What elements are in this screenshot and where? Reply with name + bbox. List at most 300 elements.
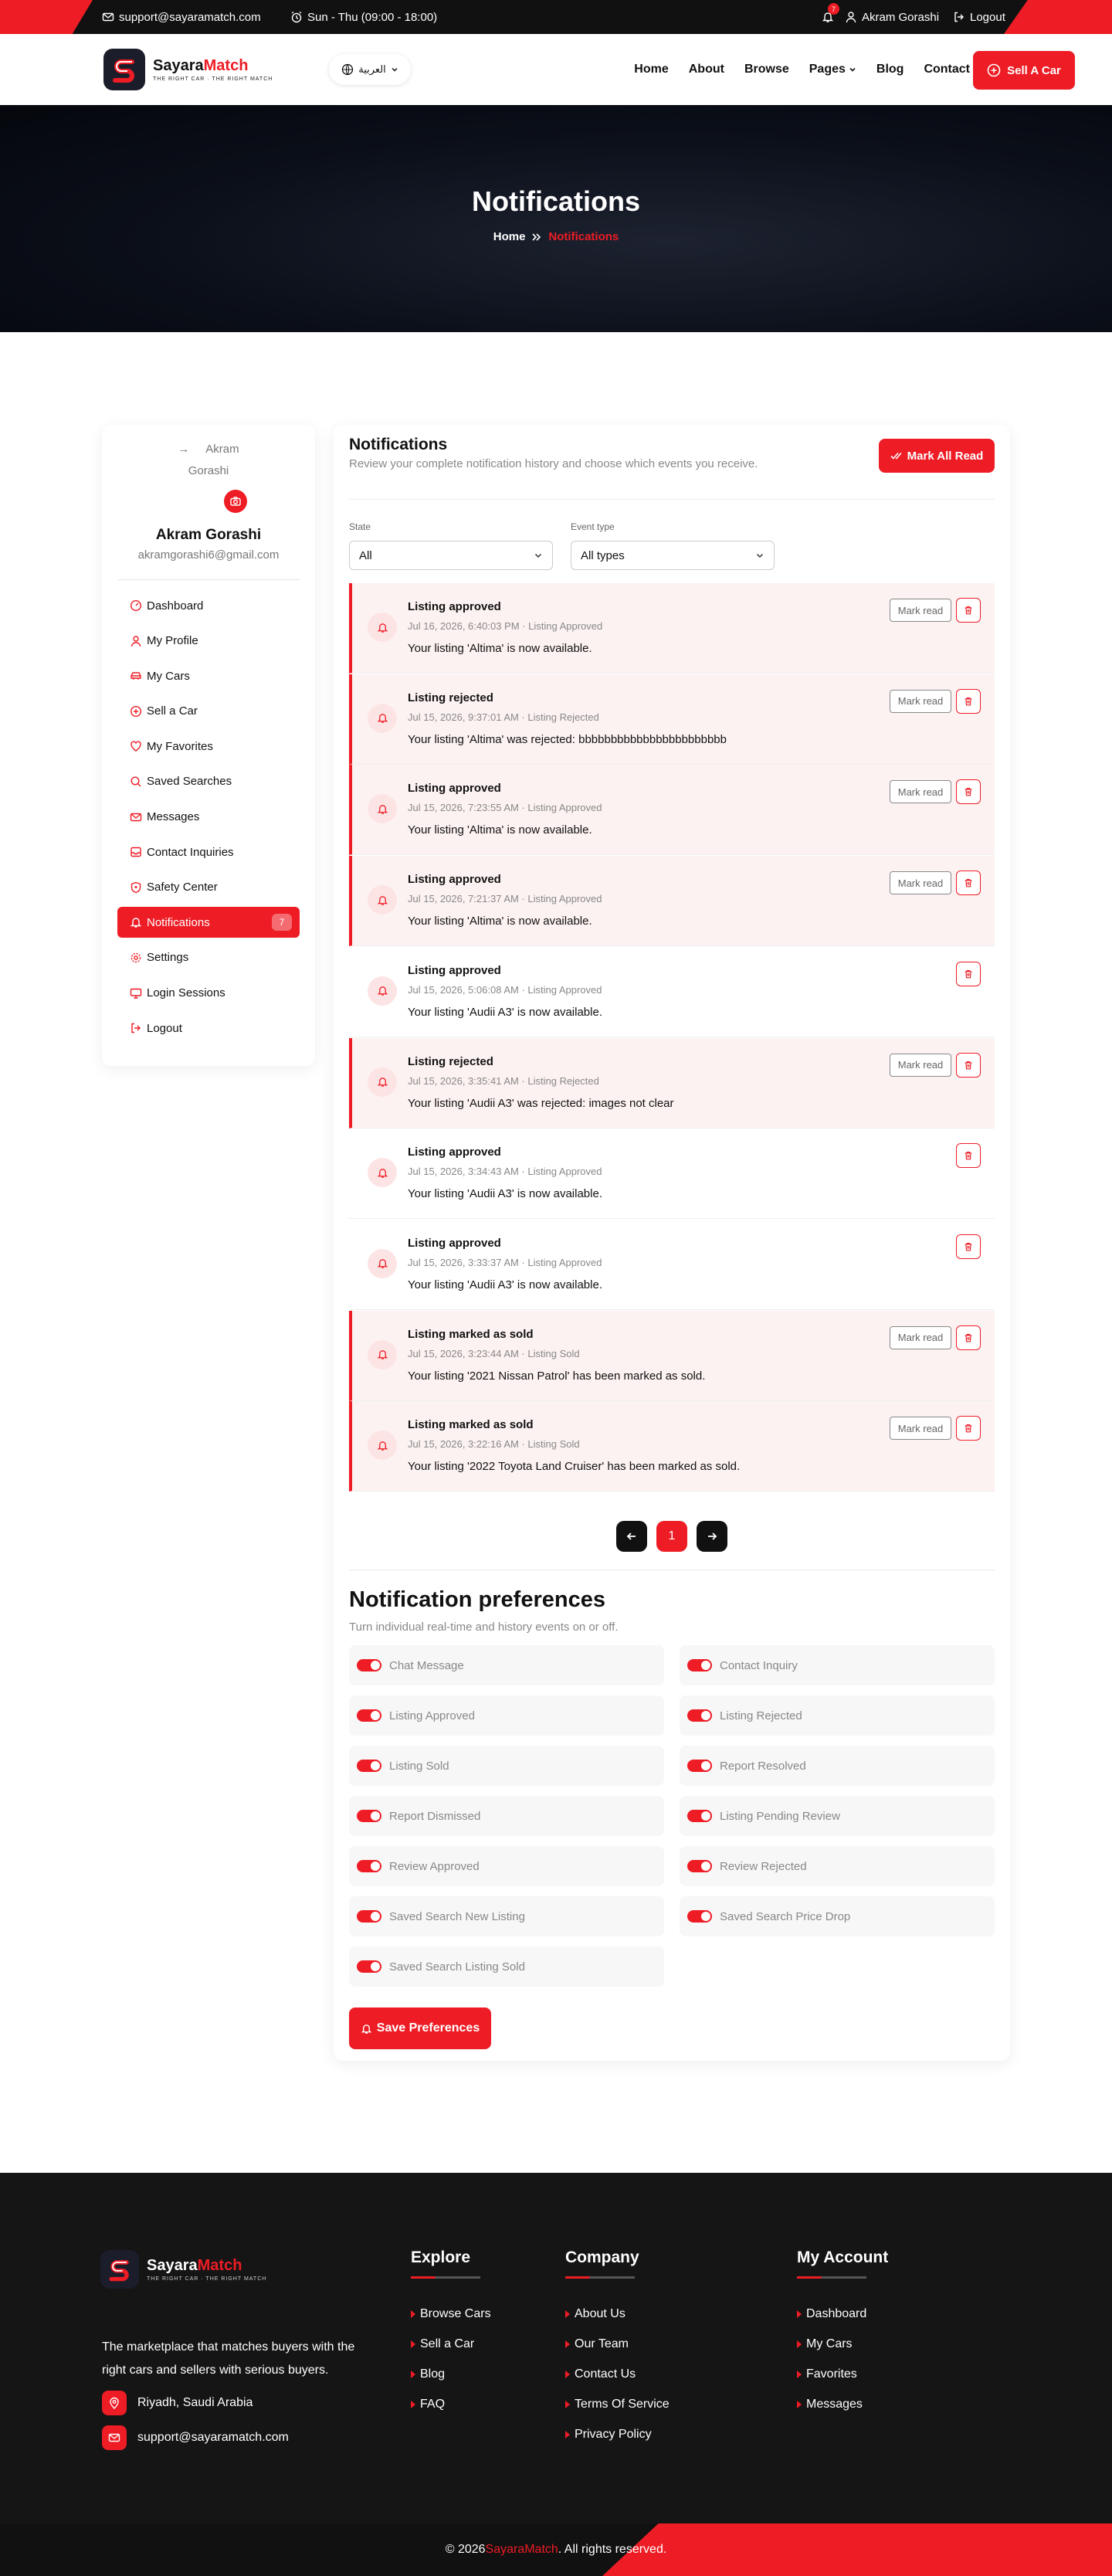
header-divider: [349, 499, 995, 500]
site-header: [0, 34, 1112, 105]
delete-notification-button[interactable]: [956, 779, 981, 804]
footer-link[interactable]: [565, 2299, 670, 2329]
sidebar-item-label: Settings: [147, 951, 189, 965]
sidebar-item-sell-a-car[interactable]: [117, 696, 300, 727]
footer-logo-name: SayaraMatch: [147, 2257, 242, 2274]
footer-column-my-account: [797, 2248, 888, 2419]
sidebar-item-label: Logout: [147, 1021, 182, 1035]
preferences-subtitle: Turn individual real-time and history events on or off.: [349, 1621, 619, 1634]
footer-column-title: Company: [565, 2248, 639, 2266]
sidebar-item-label: Saved Searches: [147, 775, 232, 789]
trash-icon: [963, 877, 974, 888]
trash-icon: [963, 1332, 974, 1343]
footer-link-label: Messages: [806, 2397, 863, 2411]
sidebar-item-label: Contact Inquiries: [147, 845, 234, 859]
preference-label: Report Dismissed: [389, 1809, 481, 1823]
sidebar-user-name: Akram Gorashi: [155, 527, 262, 543]
preference-label: Saved Search Listing Sold: [389, 1960, 525, 1974]
preference-label: Listing Rejected: [720, 1709, 802, 1722]
car-icon: [130, 670, 142, 682]
nav-contact[interactable]: Contact: [924, 63, 970, 76]
nav-about[interactable]: About: [688, 63, 724, 76]
sidebar-item-safety-center[interactable]: [117, 872, 300, 903]
page-title: Notifications: [471, 185, 640, 217]
next-page-button[interactable]: [697, 1521, 727, 1552]
page-hero: [0, 105, 1112, 332]
sidebar-item-notifications[interactable]: [117, 907, 300, 938]
mark-read-button[interactable]: Mark read: [890, 871, 951, 894]
notification-title: Listing approved: [408, 1145, 501, 1159]
event-type-filter-value: All types: [581, 548, 625, 562]
preference-toggle-review-rejected[interactable]: [680, 1846, 995, 1886]
preference-toggle-contact-inquiry[interactable]: [680, 1645, 995, 1685]
notification-icon: [368, 704, 397, 733]
notification-title: Listing approved: [408, 600, 501, 613]
notification-message: Your listing 'Audii A3' was rejected: images not clear: [408, 1096, 674, 1110]
notification-item[interactable]: [349, 674, 995, 765]
mark-read-button[interactable]: Mark read: [890, 1326, 951, 1349]
preference-toggle-saved-search-new-listing[interactable]: [349, 1896, 664, 1936]
footer-link[interactable]: [411, 2299, 491, 2329]
footer-link-label: Browse Cars: [420, 2306, 491, 2320]
mark-read-button[interactable]: Mark read: [890, 1417, 951, 1440]
notification-meta: Jul 15, 2026, 7:21:37 AM · Listing Approved: [408, 893, 602, 905]
mail-icon: [130, 811, 142, 823]
trash-icon: [963, 605, 974, 616]
notification-title: Listing approved: [408, 873, 501, 887]
delete-notification-button[interactable]: [956, 962, 981, 986]
arrow-right-icon: [706, 1530, 718, 1543]
sidebar-item-login-sessions[interactable]: [117, 978, 300, 1009]
pagination: [334, 1521, 1010, 1552]
notification-icon: [368, 1249, 397, 1278]
bell-icon: [377, 1257, 388, 1269]
topbar-logout-link[interactable]: [953, 0, 1005, 34]
preference-toggle-listing-approved[interactable]: [349, 1695, 664, 1736]
toggle-switch[interactable]: [357, 1709, 381, 1722]
footer-column-title: Explore: [411, 2248, 471, 2266]
topbar-logout-label: Logout: [970, 10, 1005, 24]
preference-label: Report Resolved: [720, 1759, 806, 1773]
top-bar: [0, 0, 1112, 34]
nav-browse[interactable]: Browse: [744, 63, 789, 76]
sidebar-item-label: Safety Center: [147, 881, 218, 894]
notification-icon: [368, 976, 397, 1006]
notification-title: Listing approved: [408, 782, 501, 796]
delete-notification-button[interactable]: [956, 871, 981, 895]
nav-blog[interactable]: Blog: [876, 63, 904, 76]
sidebar-menu: [117, 590, 300, 1048]
chevron-down-icon: [849, 66, 856, 73]
delete-notification-button[interactable]: [956, 1053, 981, 1078]
state-filter-label: State: [349, 521, 371, 532]
preference-label: Saved Search Price Drop: [720, 1909, 851, 1923]
nav-pages[interactable]: [809, 63, 856, 76]
footer-link[interactable]: [797, 2299, 888, 2329]
footer-logo-tagline: THE RIGHT CAR · THE RIGHT MATCH: [147, 2276, 267, 2282]
sidebar-item-count-badge: 7: [272, 914, 292, 931]
notification-icon: [368, 885, 397, 915]
footer-link-label: Contact Us: [575, 2367, 636, 2381]
sell-a-car-button[interactable]: [973, 51, 1075, 90]
bell-icon: [377, 622, 388, 633]
notification-item[interactable]: [349, 1220, 995, 1310]
sidebar-item-label: My Profile: [147, 634, 198, 648]
notification-meta: Jul 15, 2026, 3:34:43 AM · Listing Approved: [408, 1166, 602, 1178]
bell-icon: [377, 985, 388, 996]
mail-icon: [102, 11, 114, 23]
inbox-icon: [130, 846, 142, 858]
delete-notification-button[interactable]: [956, 1325, 981, 1350]
sidebar-item-saved-searches[interactable]: [117, 766, 300, 797]
notification-meta: Jul 15, 2026, 7:23:55 AM · Listing Approved: [408, 802, 602, 814]
mark-read-button[interactable]: Mark read: [890, 1054, 951, 1077]
preference-toggle-review-approved[interactable]: [349, 1846, 664, 1886]
bell-icon: [377, 1440, 388, 1451]
notification-item[interactable]: [349, 1311, 995, 1401]
footer-title-underline: [411, 2276, 480, 2279]
footer-link-label: Dashboard: [806, 2306, 867, 2320]
mark-all-read-label: Mark All Read: [907, 449, 984, 463]
notification-icon: [368, 613, 397, 642]
notification-title: Listing rejected: [408, 691, 493, 704]
language-switcher[interactable]: [329, 54, 411, 85]
sidebar-item-my-profile[interactable]: [117, 626, 300, 657]
notification-meta: Jul 15, 2026, 3:33:37 AM · Listing Approved: [408, 1256, 602, 1268]
save-preferences-button[interactable]: [349, 2008, 491, 2049]
main-nav: [634, 34, 970, 105]
notification-message: Your listing 'Altima' is now available.: [408, 915, 592, 928]
copyright-suffix: . All rights reserved.: [558, 2543, 667, 2556]
preference-label: Saved Search New Listing: [389, 1909, 525, 1923]
notification-item[interactable]: [349, 1401, 995, 1492]
notification-message: Your listing '2021 Nissan Patrol' has been marked as sold.: [408, 1369, 706, 1383]
preference-toggle-listing-sold[interactable]: [349, 1746, 664, 1786]
site-logo[interactable]: [103, 49, 273, 90]
preference-label: Contact Inquiry: [720, 1658, 798, 1672]
chevron-down-icon: [755, 551, 764, 560]
save-preferences-label: Save Preferences: [376, 2021, 480, 2035]
sidebar-divider: [117, 579, 300, 580]
avatar-alt-first: Akram: [205, 443, 239, 456]
footer-link-label: FAQ: [420, 2397, 446, 2411]
trash-icon: [963, 1423, 974, 1434]
footer-title-underline: [797, 2276, 866, 2279]
topbar-hours-text: Sun - Thu (09:00 - 18:00): [307, 10, 438, 24]
notification-icon: [368, 794, 397, 823]
bell-icon: [377, 712, 388, 724]
event-type-filter-label: Event type: [571, 521, 615, 532]
arrow-left-icon: [626, 1530, 638, 1543]
preference-label: Chat Message: [389, 1658, 464, 1672]
preference-toggle-chat-message[interactable]: [349, 1645, 664, 1685]
shield-icon: [130, 881, 142, 894]
footer-title-underline: [565, 2276, 635, 2279]
account-sidebar: [102, 425, 315, 1066]
delete-notification-button[interactable]: [956, 1416, 981, 1441]
bell-icon: [377, 1076, 388, 1088]
notification-icon: [368, 1067, 397, 1097]
breadcrumb-current: Notifications: [548, 230, 619, 243]
toggle-switch[interactable]: [357, 1910, 381, 1923]
logo-s-icon: [106, 2255, 134, 2283]
avatar-image: → Akram Gorashi: [102, 439, 315, 482]
bell-icon: [377, 894, 388, 906]
footer-location: [102, 2391, 253, 2415]
footer-email-text: support@sayaramatch.com: [137, 2431, 289, 2444]
toggle-switch[interactable]: [687, 1860, 712, 1872]
notification-title: Listing approved: [408, 963, 501, 977]
toggle-switch[interactable]: [357, 1810, 381, 1822]
toggle-switch[interactable]: [357, 1659, 381, 1672]
change-avatar-button[interactable]: [224, 490, 247, 513]
notification-message: Your listing '2022 Toyota Land Cruiser' has been marked as sold.: [408, 1460, 741, 1474]
topbar-user-name: Akram Gorashi: [862, 10, 940, 24]
footer-location-text: Riyadh, Saudi Arabia: [137, 2396, 253, 2409]
footer-link-label: Blog: [420, 2367, 446, 2381]
preference-label: Listing Sold: [389, 1759, 449, 1773]
nav-home[interactable]: Home: [634, 63, 669, 76]
notification-meta: Jul 15, 2026, 3:23:44 AM · Listing Sold: [408, 1347, 580, 1359]
toggle-switch[interactable]: [357, 1760, 381, 1772]
plus-circle-icon: [987, 63, 1001, 77]
search-icon: [130, 776, 142, 788]
logout-icon: [130, 1022, 142, 1034]
footer-link-label: Sell a Car: [420, 2337, 475, 2350]
trash-icon: [963, 1241, 974, 1252]
notification-icon: [368, 1340, 397, 1369]
footer-column-company: [565, 2248, 670, 2449]
camera-icon: [229, 495, 242, 507]
footer-logo[interactable]: [100, 2250, 266, 2289]
mark-all-read-button[interactable]: [879, 439, 995, 473]
prev-page-button[interactable]: [616, 1521, 647, 1552]
preference-label: Listing Approved: [389, 1709, 475, 1722]
footer-description: The marketplace that matches buyers with the right cars and sellers with serious buyers.: [102, 2340, 355, 2377]
map-pin-icon: [108, 2397, 120, 2409]
toggle-switch[interactable]: [687, 1910, 712, 1923]
globe-icon: [341, 63, 354, 76]
double-check-icon: [890, 450, 903, 462]
page-number-current[interactable]: 1: [656, 1521, 687, 1552]
bell-icon: [377, 1349, 388, 1360]
toggle-switch[interactable]: [687, 1760, 712, 1772]
toggle-switch[interactable]: [687, 1810, 712, 1822]
trash-icon: [963, 969, 974, 979]
footer-link[interactable]: [411, 2389, 491, 2419]
footer-link-label: My Cars: [806, 2337, 853, 2350]
sidebar-item-label: Messages: [147, 810, 200, 824]
toggle-switch[interactable]: [357, 1860, 381, 1872]
mark-read-button[interactable]: Mark read: [890, 690, 951, 713]
notification-message: Your listing 'Altima' was rejected: bbbbbbbbbbbbbbbbbbbbbbb: [408, 732, 727, 746]
footer-link-label: Our Team: [575, 2337, 629, 2350]
bell-icon: [361, 2023, 372, 2035]
sell-a-car-label: Sell A Car: [1007, 63, 1061, 77]
sidebar-item-label: My Favorites: [147, 739, 213, 753]
language-label: العربية: [358, 63, 386, 75]
sidebar-item-logout[interactable]: [117, 1013, 300, 1044]
footer-link-label: About Us: [575, 2306, 626, 2320]
sidebar-item-contact-inquiries[interactable]: [117, 837, 300, 867]
footer-column-explore: [411, 2248, 491, 2419]
logo-mark: [103, 49, 145, 90]
notification-meta: Jul 15, 2026, 9:37:01 AM · Listing Rejected: [408, 711, 599, 723]
topbar-user-link[interactable]: [845, 0, 939, 34]
breadcrumb: [0, 230, 1112, 244]
sidebar-item-messages[interactable]: [117, 802, 300, 833]
monitor-icon: [130, 987, 142, 1000]
topbar-email: support@sayaramatch.com: [119, 10, 261, 24]
sidebar-item-label: Login Sessions: [147, 986, 225, 1000]
footer-link[interactable]: [797, 2329, 888, 2359]
topbar-accent: [0, 0, 93, 34]
notification-message: Your listing 'Audii A3' is now available.: [408, 1005, 602, 1019]
notification-title: Listing rejected: [408, 1054, 493, 1068]
event-type-filter-select[interactable]: [571, 541, 775, 570]
footer-column-title: My Account: [797, 2248, 889, 2266]
copyright-bar: [0, 2523, 1112, 2576]
avatar-alt-last: Gorashi: [188, 464, 229, 477]
notifications-heading: Notifications: [349, 436, 448, 453]
user-icon: [130, 635, 142, 647]
footer-link[interactable]: [565, 2419, 670, 2449]
preference-label: Review Approved: [389, 1859, 480, 1873]
preference-label: Listing Pending Review: [720, 1809, 840, 1823]
preference-toggle-report-resolved[interactable]: [680, 1746, 995, 1786]
notification-title: Listing marked as sold: [408, 1418, 534, 1432]
footer-link[interactable]: [411, 2329, 491, 2359]
bell-icon: [377, 803, 388, 815]
notification-icon: [368, 1431, 397, 1460]
footer-link[interactable]: [565, 2329, 670, 2359]
notification-meta: Jul 15, 2026, 5:06:08 AM · Listing Approved: [408, 983, 602, 996]
toggle-switch[interactable]: [687, 1659, 712, 1672]
notification-item[interactable]: [349, 1038, 995, 1128]
notification-item[interactable]: [349, 765, 995, 855]
alarm-clock-icon: [290, 11, 303, 23]
state-filter-select[interactable]: [349, 541, 553, 570]
sidebar-item-my-favorites[interactable]: [117, 731, 300, 762]
topbar-email-link[interactable]: [102, 0, 261, 34]
sidebar-item-label: Dashboard: [147, 599, 204, 613]
nav-pages-label: Pages: [809, 63, 846, 76]
user-icon: [845, 11, 857, 23]
breadcrumb-home[interactable]: Home: [493, 230, 526, 243]
trash-icon: [963, 1150, 974, 1161]
preference-toggle-report-dismissed[interactable]: [349, 1796, 664, 1836]
preference-toggle-saved-search-price-drop[interactable]: [680, 1896, 995, 1936]
notification-item[interactable]: [349, 856, 995, 946]
delete-notification-button[interactable]: [956, 1234, 981, 1259]
logo-s-icon: [109, 54, 140, 85]
trash-icon: [963, 696, 974, 707]
copyright-brand: SayaraMatch: [485, 2543, 558, 2556]
mark-read-button[interactable]: Mark read: [890, 780, 951, 803]
state-filter-value: All: [359, 548, 372, 562]
dashboard-icon: [130, 599, 142, 612]
double-chevron-right-icon: [531, 230, 542, 244]
notification-meta: Jul 15, 2026, 3:22:16 AM · Listing Sold: [408, 1438, 580, 1451]
chevron-down-icon: [391, 66, 398, 73]
bell-icon: [130, 916, 142, 928]
bell-icon: [377, 1167, 388, 1179]
copyright-prefix: © 2026: [445, 2543, 486, 2556]
notification-message: Your listing 'Altima' is now available.: [408, 823, 592, 837]
sidebar-item-label: My Cars: [147, 669, 190, 683]
footer-link[interactable]: [797, 2359, 888, 2389]
preference-toggle-saved-search-listing-sold[interactable]: [349, 1946, 664, 1987]
preference-toggle-listing-rejected[interactable]: [680, 1695, 995, 1736]
notifications-subtitle: Review your complete notification history and choose which events you receive.: [349, 457, 758, 470]
notification-item[interactable]: [349, 583, 995, 674]
logo-tagline: THE RIGHT CAR · THE RIGHT MATCH: [153, 76, 273, 82]
preferences-heading: Notification preferences: [349, 1587, 605, 1612]
topbar-notifications-bell[interactable]: [822, 0, 834, 34]
heart-icon: [130, 740, 142, 752]
logout-icon: [953, 11, 965, 23]
footer-link-label: Privacy Policy: [575, 2427, 652, 2441]
notification-item[interactable]: [349, 947, 995, 1037]
footer-link-label: Favorites: [806, 2367, 857, 2381]
notification-message: Your listing 'Altima' is now available.: [408, 642, 592, 655]
sidebar-item-settings[interactable]: [117, 942, 300, 973]
trash-icon: [963, 786, 974, 797]
chevron-down-icon: [534, 551, 543, 560]
delete-notification-button[interactable]: [956, 598, 981, 623]
plus-circle-icon: [130, 705, 142, 718]
delete-notification-button[interactable]: [956, 1143, 981, 1168]
sidebar-item-my-cars[interactable]: [117, 660, 300, 691]
notification-count-badge: 7: [828, 3, 839, 15]
preference-toggle-listing-pending-review[interactable]: [680, 1796, 995, 1836]
footer-link[interactable]: [797, 2389, 888, 2419]
toggle-switch[interactable]: [357, 1960, 381, 1973]
notification-item[interactable]: [349, 1128, 995, 1219]
logo-name: SayaraMatch: [153, 57, 249, 74]
notifications-card: [334, 425, 1010, 2061]
notification-message: Your listing 'Audii A3' is now available.: [408, 1278, 602, 1291]
toggle-switch[interactable]: [687, 1709, 712, 1722]
sidebar-item-label: Notifications: [147, 915, 210, 929]
footer-link[interactable]: [565, 2389, 670, 2419]
footer-email-link[interactable]: [102, 2425, 289, 2450]
footer-link[interactable]: [411, 2359, 491, 2389]
topbar-accent-right: [1004, 0, 1112, 34]
footer-link[interactable]: [565, 2359, 670, 2389]
mark-read-button[interactable]: Mark read: [890, 599, 951, 622]
sidebar-user-email: akramgorashi6@gmail.com: [137, 548, 280, 562]
preference-label: Review Rejected: [720, 1859, 807, 1873]
gear-icon: [130, 952, 142, 964]
notification-title: Listing marked as sold: [408, 1327, 534, 1341]
notification-icon: [368, 1158, 397, 1187]
notification-title: Listing approved: [408, 1236, 501, 1250]
delete-notification-button[interactable]: [956, 689, 981, 714]
notification-meta: Jul 15, 2026, 3:35:41 AM · Listing Rejected: [408, 1074, 599, 1087]
sidebar-item-dashboard[interactable]: [117, 590, 300, 621]
topbar-hours: [290, 0, 437, 34]
trash-icon: [963, 1060, 974, 1071]
footer-logo-mark: [100, 2250, 139, 2289]
notification-meta: Jul 16, 2026, 6:40:03 PM · Listing Approved: [408, 620, 603, 632]
mail-icon: [108, 2432, 120, 2444]
copyright-text: [0, 2523, 1112, 2576]
footer-link-label: Terms Of Service: [575, 2397, 670, 2411]
site-footer: [0, 2173, 1112, 2523]
sidebar-item-label: Sell a Car: [147, 704, 198, 718]
notification-message: Your listing 'Audii A3' is now available.: [408, 1187, 602, 1201]
